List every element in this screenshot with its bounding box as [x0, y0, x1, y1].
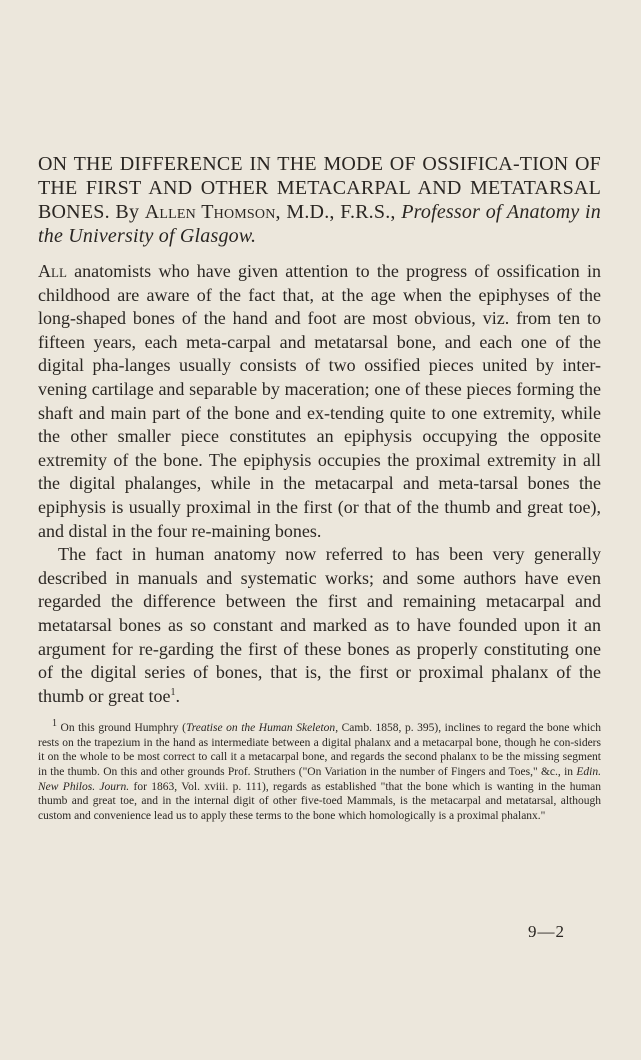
footnote-mark: 1 — [52, 718, 57, 730]
paragraph-2-text: The fact in human anatomy now referred to has been very generally described in manuals and systematic works; and some authors have even regarded the difference between the first and remaining metacarpal and metatarsal bones as so constant and marked as to have founded upon it an argument for re-garding the first of these bones as properly constituting one of the digital series of bones, that is, the first or proximal phalanx of the thumb or great toe — [38, 544, 601, 706]
paragraph-2-end: . — [175, 685, 180, 706]
paragraph-2 — [38, 543, 601, 708]
footnote-reference[interactable]: 1 — [170, 686, 176, 698]
article-body — [38, 260, 601, 708]
paragraph-1-text: anatomists who have given attention to the progress of ossification in childhood are aware of the fact that, at the age when the epiphyses of the long-shaped bones of the hand and foot are most obvious, viz. from ten to fifteen years, each meta-carpal and metatarsal bone, and each one of the digital pha-langes usually consists of two ossified pieces united by inter-vening cartilage and separable by maceration; one of these pieces forming the shaft and main part of the bone and ex-tending quite to one extremity, while the other smaller piece constitutes an epiphysis occupying the opposite extremity of the bone. The epiphysis occupies the proximal extremity in all the digital phalanges, while in the metacarpal and meta-tarsal bones the epiphysis is usually proximal in the first (or that of the thumb and great toe), and distal in the four re-maining bones. — [38, 261, 601, 541]
author-position: Professor of Anatomy in the University of Glasgow. — [38, 201, 601, 247]
author-degrees: M.D., F.R.S., — [286, 201, 396, 223]
author-name: Allen Thomson, — [144, 201, 281, 223]
footnote-text-2: , Camb. 1858, p. 395), inclines to regard the bone which rests on the trapezium in the hand as intermediate between a digital phalanx and a metacarpal bone, though he con-siders it on the whole to be most correct to call it a metacarpal bone, and regards the second phalanx to be the missing segment in the thumb. On this and other grounds Prof. Struthers ("On Variation in the number of Fingers and Toes," &c., in — [38, 722, 602, 779]
footnote-text-3: for 1863, Vol. xviii. p. 111), regards as established "that the bone which is wanting in the human thumb and great toe, and in the internal digit of other five-toed Mammals, is the metacarpal and metatarsal, although custom and convenience lead us to apply these terms to the bone which homologically is a proximal phalanx." — [38, 780, 601, 822]
footnote — [38, 718, 602, 823]
footnote-text-1: On this ground Humphry ( — [57, 722, 186, 735]
footnote-italic-2: Edin. New Philos. Journ. — [38, 766, 601, 793]
article-title — [38, 152, 601, 248]
title-main: ON THE DIFFERENCE IN THE MODE OF OSSIFICA-TION OF THE FIRST AND OTHER METACARPAL AND METATARSAL BONES. — [38, 153, 601, 223]
page-signature: 9—2 — [528, 922, 565, 941]
paragraph-1 — [38, 260, 601, 543]
footnote-italic-1: Treatise on the Human Skeleton — [185, 722, 336, 735]
paragraph-1-lead: All — [38, 261, 67, 281]
title-by: By — [115, 201, 140, 223]
